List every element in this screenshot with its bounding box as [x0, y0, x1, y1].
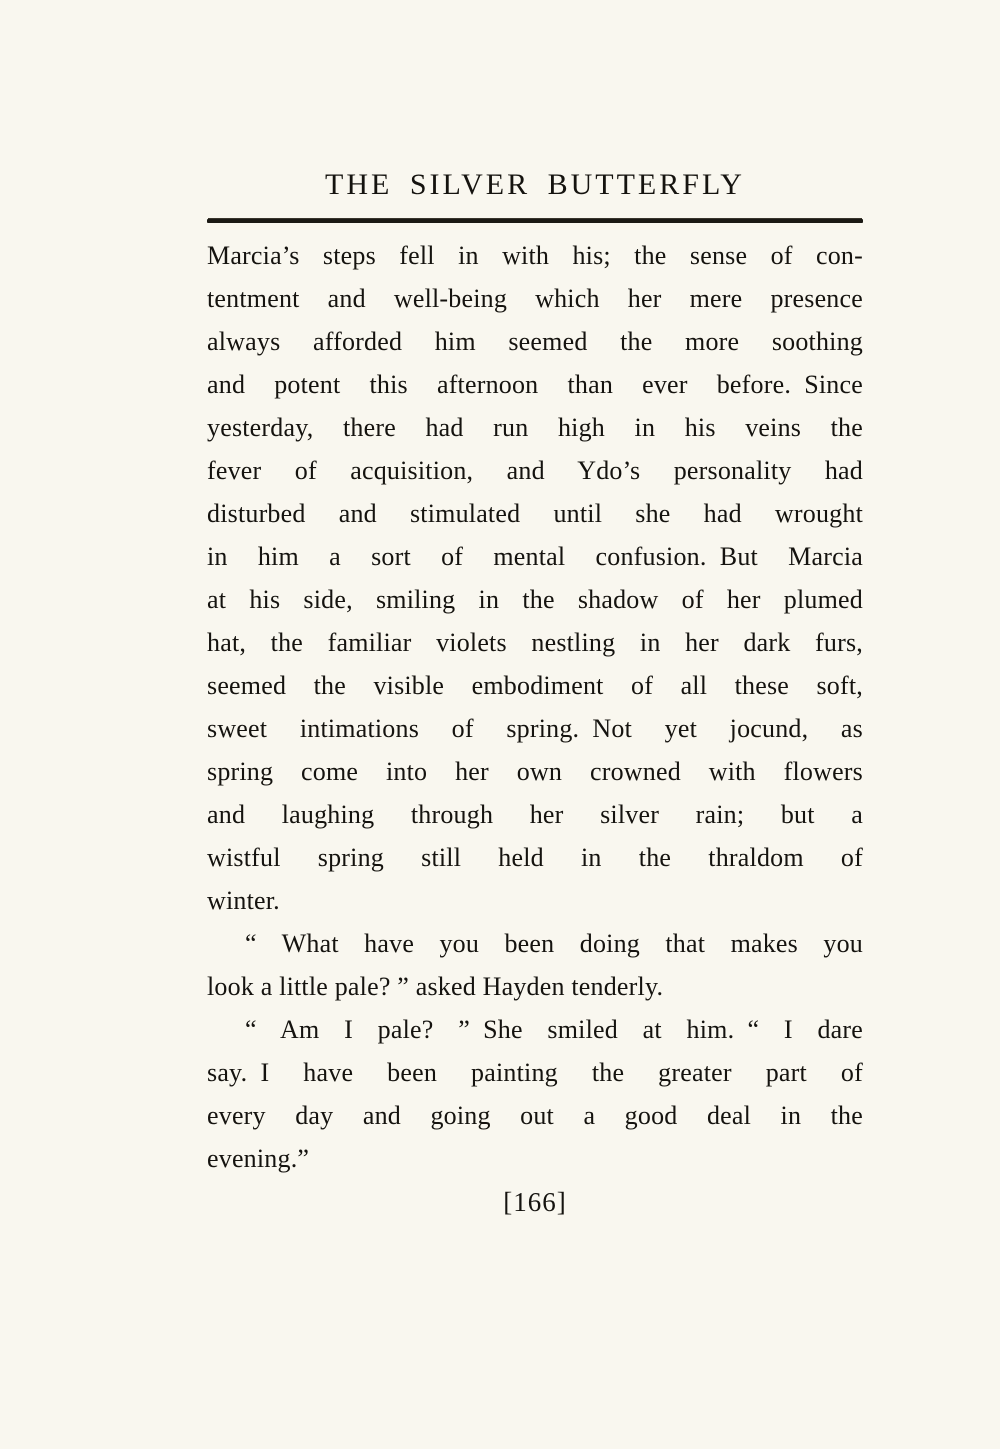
text-line: hat, the familiar violets nestling in her dark furs,	[207, 628, 863, 657]
text-line: winter.	[207, 886, 280, 915]
text-line: wistful spring still held in the thraldom of	[207, 843, 863, 872]
text-line: evening.”	[207, 1144, 310, 1173]
text-line: yesterday, there had run high in his veins the	[207, 413, 863, 442]
text-line: and potent this afternoon than ever before. Since	[207, 370, 863, 399]
text-line: sweet intimations of spring. Not yet jocund, as	[207, 714, 863, 743]
text-line: disturbed and stimulated until she had wrought	[207, 499, 863, 528]
page-number: [166]	[503, 1187, 567, 1217]
text-line: fever of acquisition, and Ydo’s personality had	[207, 456, 863, 485]
page-column	[207, 170, 863, 1218]
body-text	[207, 234, 863, 1180]
header-rule	[207, 219, 863, 223]
paragraph	[207, 234, 863, 922]
text-line: say. I have been painting the greater part of	[207, 1058, 863, 1087]
text-line: and laughing through her silver rain; but a	[207, 800, 863, 829]
text-line: seemed the visible embodiment of all these soft,	[207, 671, 863, 700]
paragraph	[207, 1008, 863, 1180]
text-line: spring come into her own crowned with flowers	[207, 757, 863, 786]
text-line: every day and going out a good deal in the	[207, 1101, 863, 1130]
text-line: “ What have you been doing that makes you	[245, 929, 863, 958]
text-line: “ Am I pale? ” She smiled at him. “ I dare	[245, 1015, 863, 1044]
running-header: THE SILVER BUTTERFLY	[325, 168, 745, 201]
text-line: in him a sort of mental confusion. But Marcia	[207, 542, 863, 571]
text-line: tentment and well-being which her mere presence	[207, 284, 863, 313]
text-line: look a little pale? ” asked Hayden tenderly.	[207, 972, 664, 1001]
text-line: at his side, smiling in the shadow of her plumed	[207, 585, 863, 614]
text-line: Marcia’s steps fell in with his; the sense of con-	[207, 241, 863, 270]
paragraph	[207, 922, 863, 1008]
text-line: always afforded him seemed the more soothing	[207, 327, 863, 356]
